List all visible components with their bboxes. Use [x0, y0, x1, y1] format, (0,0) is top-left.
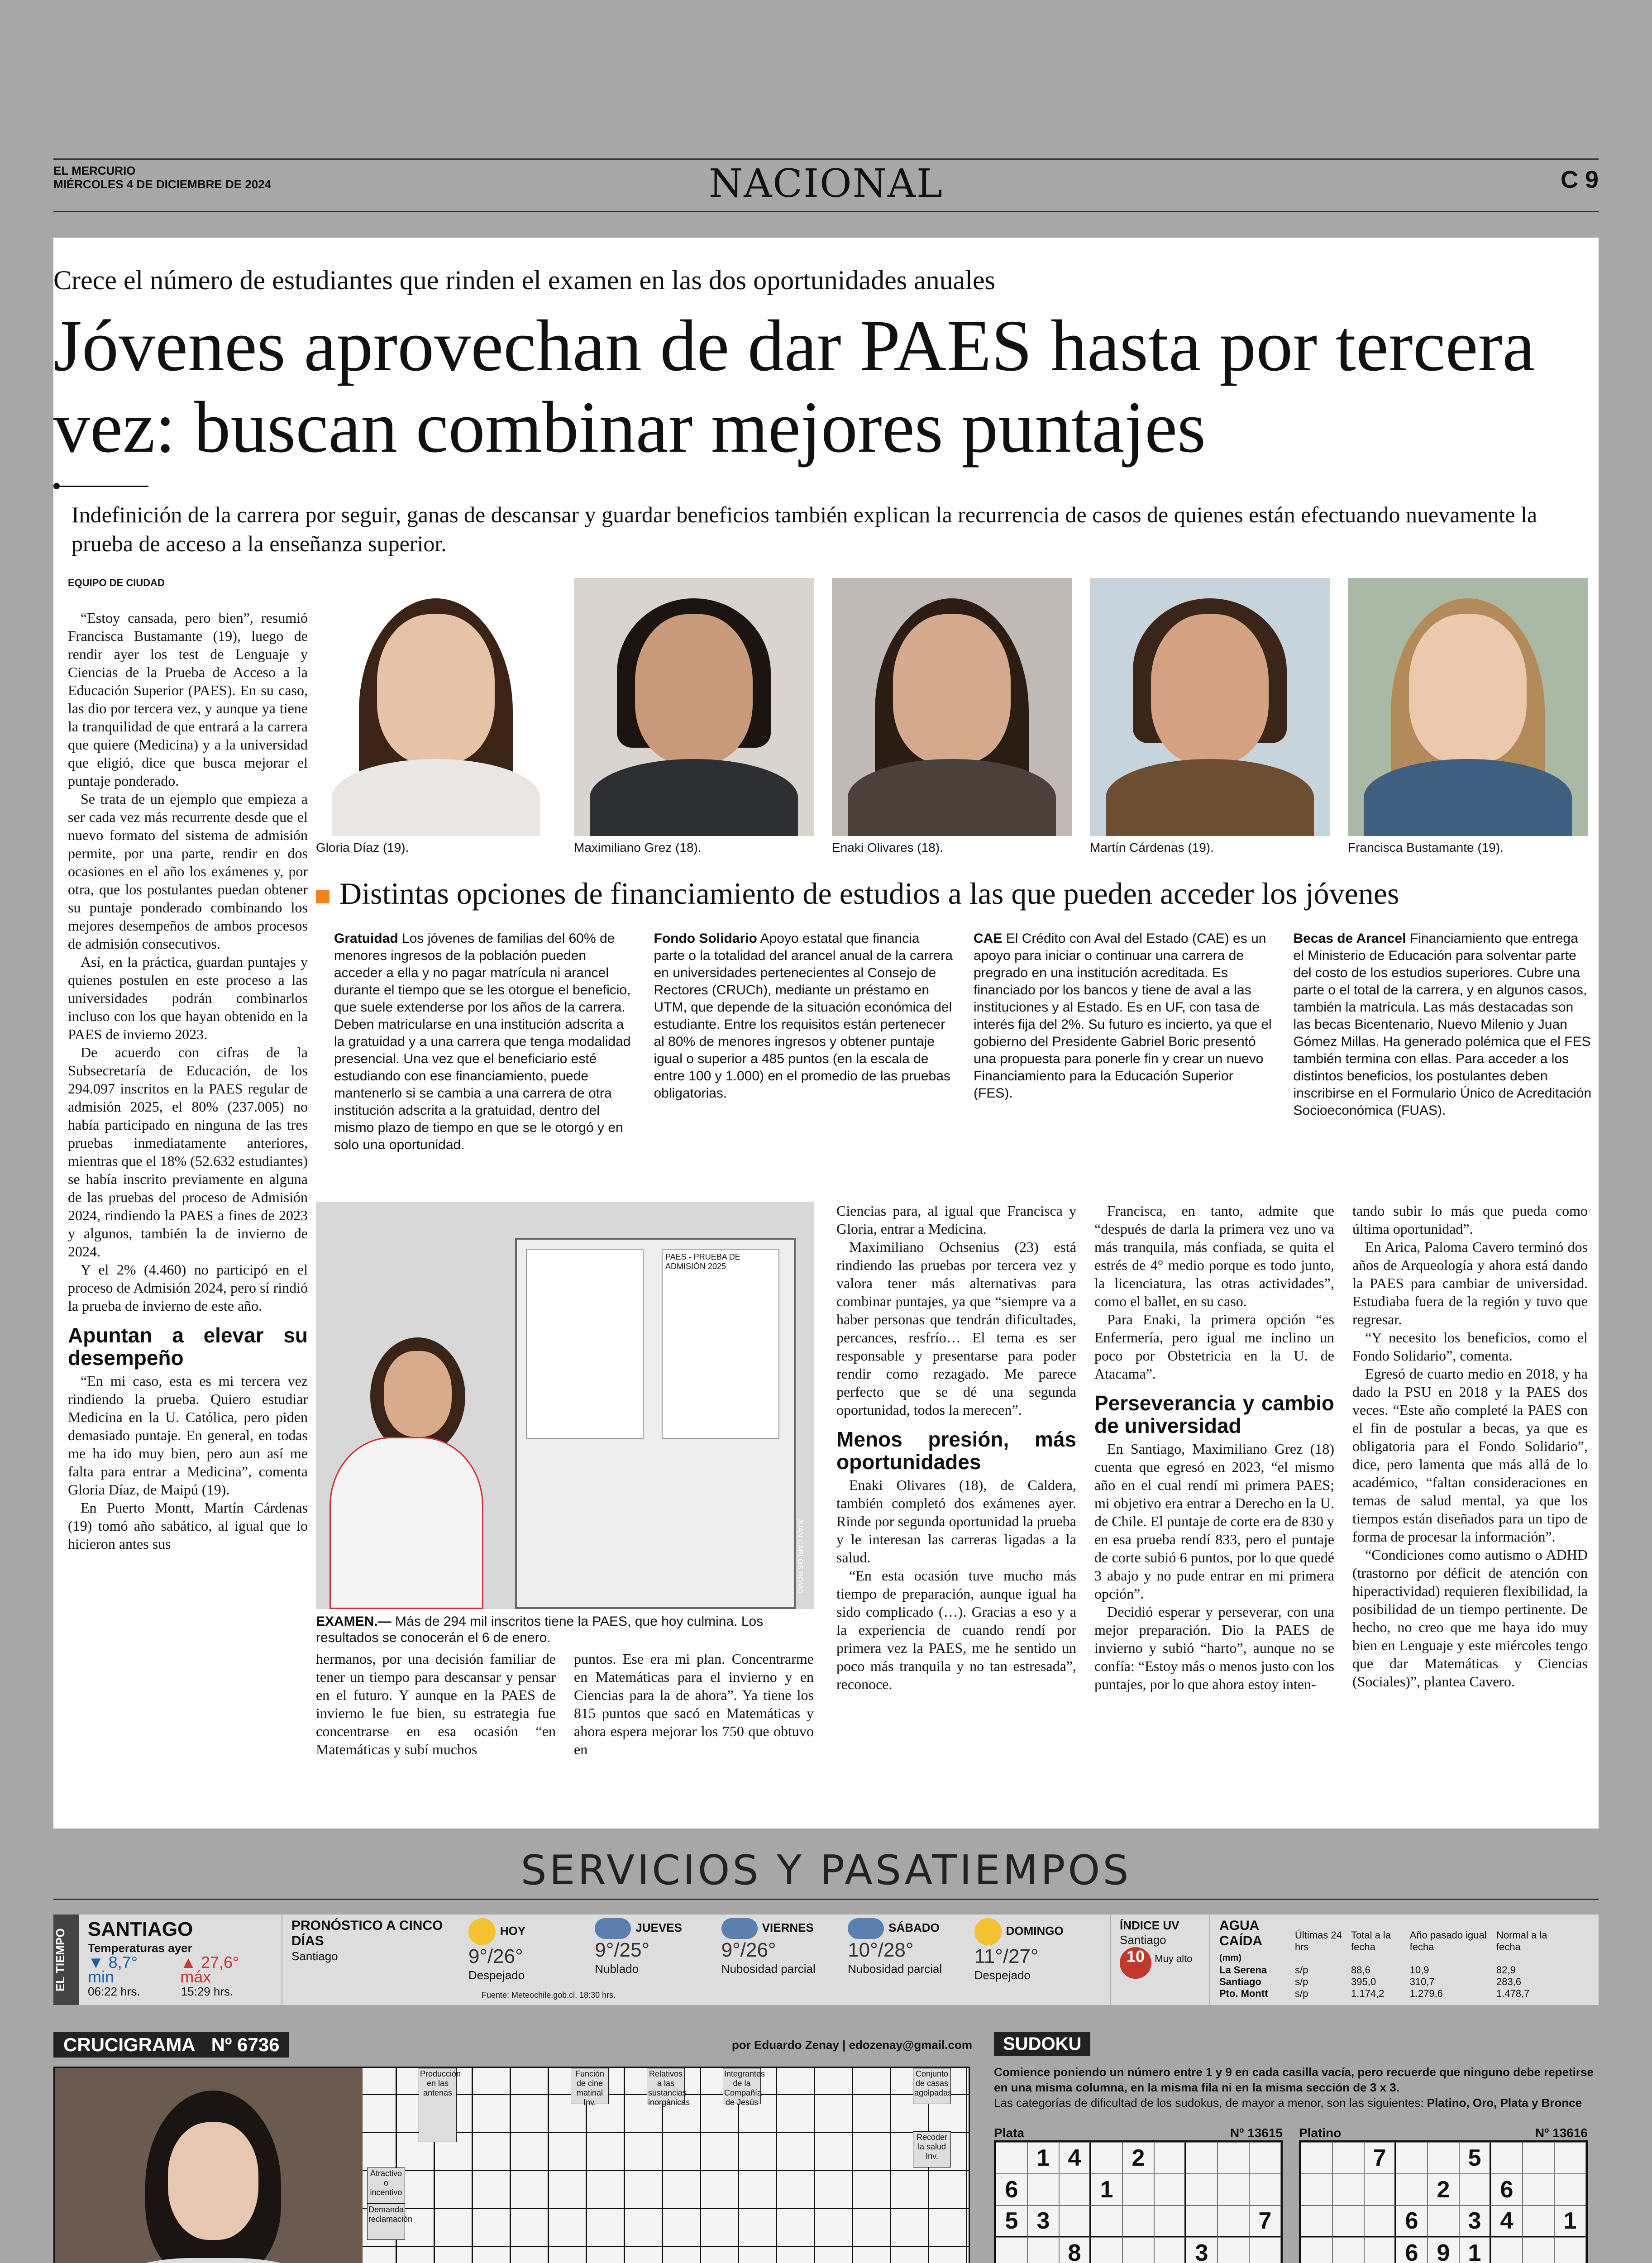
- sudoku-cell[interactable]: [1249, 2174, 1281, 2206]
- sudoku-cell[interactable]: 7: [1364, 2142, 1396, 2174]
- forecast-day: [848, 1918, 974, 1982]
- puzzle-level: Plata: [994, 2126, 1024, 2140]
- weather-source: Fuente: Meteochile.gob.cl, 18:30 hrs.: [482, 1991, 616, 2000]
- day-temp: 10°/28°: [848, 1939, 914, 1961]
- sudoku-cell[interactable]: [1396, 2174, 1428, 2206]
- financing-text: Financiamiento que entrega el Ministerio de Educación para solventar parte del costo de los estudios superiores. Cubre una parte o el total de la carrera, y en algunos casos, también la matrícula. Las más destacadas son las becas Bicentenario, Nuevo Milenio y Juan Gómez Millas. Ha generado polémica que el FES también termina con ellas. Para acceder a los distintos beneficios, los postulantes deben inscribirse en el Formulario Único de Acreditación Socioeconómica (FUAS).: [1293, 931, 1592, 1118]
- categories-text: Las categorías de dificultad de los sudokus, de mayor a menor, son las siguientes:: [994, 2096, 1424, 2110]
- bottom-rule: [53, 211, 1599, 212]
- day-temp: 9°/26°: [468, 1945, 523, 1967]
- day-temp: 9°/26°: [721, 1939, 776, 1961]
- lead-rule: [53, 486, 148, 487]
- forecast-row: [291, 1918, 1101, 1982]
- financing-item: [974, 930, 1273, 1154]
- day-name: SÁBADO: [888, 1920, 940, 1934]
- sudoku-section: [994, 2032, 1599, 2263]
- sudoku-cell[interactable]: [1332, 2174, 1364, 2206]
- portrait-face: [635, 614, 753, 764]
- day-name: HOY: [500, 1924, 526, 1938]
- article-column-4: [836, 1202, 1076, 1693]
- paragraph: Ciencias para, al igual que Francisca y Gloria, entrar a Medicina.: [836, 1203, 1076, 1237]
- puzzle-number: Nº 13616: [1535, 2126, 1588, 2140]
- sudoku-cell[interactable]: 4: [1059, 2142, 1091, 2174]
- photo-martin-cardenas: [1090, 578, 1330, 836]
- sudoku-cell[interactable]: [1332, 2142, 1364, 2174]
- sudoku-cell[interactable]: [1523, 2142, 1554, 2174]
- sudoku-cell[interactable]: [1091, 2237, 1122, 2263]
- rain-title-text: AGUA CAÍDA: [1219, 1918, 1262, 1948]
- sudoku-cell[interactable]: [1249, 2142, 1281, 2174]
- paper-name: EL MERCURIO: [53, 164, 136, 177]
- paragraph: Maximiliano Ochsenius (23) está rindiendo las pruebas por tercera vez y valora tener más alternativas para combinar puntajes, ya que “siempre va a haber personas que tendrán dificultades, percances, resfrío… El tema es ser responsable y presentarse para poder rendir como rezagado. Me parece perfecto que se dé una segunda oportunidad, todos la merecen”.: [836, 1239, 1076, 1418]
- sudoku-cell[interactable]: [1554, 2142, 1586, 2174]
- photo-caption: Maximiliano Grez (18).: [574, 840, 702, 855]
- portrait-strip: [316, 578, 1588, 863]
- rainfall: [1210, 1914, 1572, 2005]
- sudoku-cell[interactable]: [1301, 2206, 1332, 2237]
- sudoku-cell[interactable]: [1523, 2237, 1554, 2263]
- paragraph: “En mi caso, esta es mi tercera vez rindiendo la prueba. Quiero estudiar Medicina en la U. Católica, pero piden demasiado puntaje. En general, en todas me ha ido muy bien, pero aun así me falta para entrar a Medicina”, comenta Gloria Díaz, de Maipú (19).: [68, 1373, 308, 1498]
- photo-caption: Enaki Olivares (18).: [832, 840, 943, 855]
- sudoku-cell[interactable]: [1491, 2237, 1523, 2263]
- article-column-2: [316, 1650, 556, 1758]
- crossword-clue: Relativos a las sustancias inorgánicas: [647, 2068, 685, 2104]
- portrait-shirt: [1364, 759, 1572, 836]
- paragraph: Egresó de cuarto medio en 2018, y ha dado la PSU en 2018 y la PAES dos veces. “Este año completé la PAES con el fin de postular a becas, ya que es obligatoria para el Fondo Solidario”, dice, pero lamenta que más allá de lo académico, “faltan consideraciones en temas de salud mental, ya que los tiempos están diseñados para un tipo de forma de procesar la información”.: [1352, 1365, 1588, 1545]
- temps-times: [88, 1984, 272, 1999]
- puzzle-labels: [1299, 2126, 1588, 2140]
- sudoku-cell[interactable]: [1554, 2237, 1586, 2263]
- sudoku-cell[interactable]: [1154, 2206, 1186, 2237]
- sudoku-cell[interactable]: [1332, 2237, 1364, 2263]
- sudoku-cell[interactable]: [1122, 2206, 1154, 2237]
- financing-item: [334, 930, 633, 1154]
- day-desc: Nublado: [595, 1962, 639, 1976]
- subhead: Perseverancia y cambio de universidad: [1094, 1391, 1334, 1437]
- byline: EQUIPO DE CIUDAD: [68, 577, 165, 588]
- crossword-number: Nº 6736: [211, 2034, 280, 2055]
- financing-label: CAE: [974, 931, 1003, 946]
- sudoku-cell[interactable]: [1364, 2174, 1396, 2206]
- partly-cloudy-icon: [848, 1918, 884, 1939]
- sudoku-cell[interactable]: 1: [1459, 2237, 1491, 2263]
- article-column-5: [1094, 1202, 1334, 1693]
- weather-bar: [53, 1914, 1599, 2005]
- sudoku-cell[interactable]: 7: [1249, 2206, 1281, 2237]
- temps-row: [88, 1955, 272, 1984]
- portrait-face: [893, 614, 1011, 764]
- rain-cell: 1.478,7: [1496, 1988, 1530, 1999]
- forecast-day: [974, 1918, 1101, 1982]
- sudoku-cell[interactable]: 1: [1091, 2174, 1122, 2206]
- article: [53, 238, 1599, 1829]
- rain-cell: 82,9: [1496, 1964, 1516, 1976]
- financing-label: Becas de Arancel: [1293, 931, 1406, 946]
- paragraph: puntos. Ese era mi plan. Concentrarme en Matemáticas para el invierno y en Ciencias para la de ahora”. Ya tiene los 815 puntos que sacó en Matemáticas y ahora espera mejorar los 750 que obtuvo en: [574, 1651, 814, 1757]
- temps-label: Temperaturas ayer: [88, 1941, 192, 1955]
- sudoku-cell[interactable]: [1428, 2142, 1459, 2174]
- sudoku-cell[interactable]: 6: [1396, 2237, 1428, 2263]
- student-face: [384, 1351, 452, 1437]
- portrait-face: [1409, 614, 1527, 764]
- min-temp: ▼ 8,7° min: [88, 1953, 138, 1986]
- sudoku-instructions: Comience poniendo un número entre 1 y 9 en cada casilla vacía, pero recuerde que ninguno debe repetirse en una misma columna, en la misma fila ni en la misma sección de 3 x 3.: [994, 2065, 1594, 2094]
- sudoku-cell[interactable]: 4: [1491, 2206, 1523, 2237]
- sudoku-cell[interactable]: 6: [996, 2174, 1027, 2206]
- financing-title-text: Distintas opciones de financiamiento de estudios a las que pueden acceder los jóvenes: [339, 876, 1399, 911]
- rain-cell: 395,0: [1351, 1976, 1376, 1987]
- portrait-shirt: [1106, 759, 1314, 836]
- crossword-clue: Conjunto de casas agolpadas: [913, 2068, 951, 2104]
- sudoku-cell[interactable]: [1218, 2237, 1249, 2263]
- photo-francisca-bustamante: [1348, 578, 1588, 836]
- servicios-section: [53, 1847, 1599, 1900]
- sudoku-cell[interactable]: [1249, 2237, 1281, 2263]
- sudoku-cell[interactable]: [1301, 2237, 1332, 2263]
- sudoku-cell[interactable]: [1027, 2237, 1059, 2263]
- sudoku-cell[interactable]: [1154, 2174, 1186, 2206]
- day-desc: Nubosidad parcial: [848, 1962, 942, 1976]
- student-jacket: [329, 1437, 483, 1609]
- uv-badge: 10: [1120, 1947, 1151, 1979]
- rain-cell: 1.279,6: [1409, 1988, 1443, 1999]
- rain-header: Normal a la fecha: [1496, 1929, 1547, 1953]
- sudoku-cell[interactable]: 3: [1186, 2237, 1218, 2263]
- crossword-clue: Recoder la salud Inv.: [913, 2131, 951, 2168]
- paragraph: “En esta ocasión tuve mucho más tiempo de preparación, aunque igual ha sido complicado (…). Gracias a eso y a la experiencia de cuando rendí por primera vez la PAES, me he sentido un poco más tranquila y no tan estresada”, reconoce.: [836, 1567, 1076, 1692]
- page-number: C 9: [1560, 166, 1599, 193]
- photo-gloria-diaz: [316, 578, 556, 836]
- sudoku-cell[interactable]: 1: [1554, 2206, 1586, 2237]
- sudoku-cell[interactable]: [1459, 2174, 1491, 2206]
- sudoku-cell[interactable]: [1332, 2206, 1364, 2237]
- portrait-face: [377, 614, 495, 764]
- crossword-clue: Producción en las antenas: [419, 2068, 457, 2142]
- rain-unit: (mm): [1219, 1953, 1241, 1963]
- financing-label: Gratuidad: [334, 931, 398, 946]
- paragraph: En Arica, Paloma Cavero terminó dos años de Arqueología y ahora está dando la PAES para cambiar de universidad. Estudiaba fuera de la región y tuvo que regresar.: [1352, 1239, 1588, 1327]
- article-column-6: [1352, 1202, 1588, 1690]
- issue-date: MIÉRCOLES 4 DE DICIEMBRE DE 2024: [53, 177, 272, 191]
- financing-text: El Crédito con Aval del Estado (CAE) es un apoyo para iniciar o continuar una carrera de pregrado en una institución acreditada. Es financiado por los bancos y tiene de aval a las instituciones y al Estado. Es en UF, con tasa de interés fija del 2%. Su futuro es incierto, ya que el gobierno del Presidente Gabriel Boric presentó una propuesta para ponerle fin y crear un nuevo Financiamiento para la Educación Superior (FES).: [974, 931, 1272, 1101]
- crossword-clue: Atractivo o incentivo: [367, 2168, 405, 2204]
- max-value: 27,6° máx: [180, 1953, 239, 1986]
- sudoku-cell[interactable]: [1122, 2174, 1154, 2206]
- sudoku-cell[interactable]: [1027, 2174, 1059, 2206]
- sudoku-cell[interactable]: 2: [1428, 2174, 1459, 2206]
- sudoku-cell[interactable]: 1: [1027, 2142, 1059, 2174]
- sudoku-cell[interactable]: 3: [1027, 2206, 1059, 2237]
- photo-caption: Francisca Bustamante (19).: [1348, 840, 1504, 855]
- puzzle-level: Platino: [1299, 2126, 1342, 2140]
- rain-city: Pto. Montt: [1219, 1988, 1268, 1999]
- min-value: 8,7° min: [88, 1953, 138, 1986]
- notice-board: [515, 1238, 796, 1609]
- crossword-clue: Integrantes de la Compañía de Jesús: [723, 2068, 761, 2104]
- weather-side-label: EL TIEMPO: [53, 1914, 79, 2005]
- forecast-city: Santiago: [291, 1949, 338, 1963]
- sudoku-cell[interactable]: [1301, 2142, 1332, 2174]
- rain-row: [1219, 1964, 1563, 1976]
- weather-yesterday: [79, 1914, 282, 2005]
- article-headline: Jóvenes aprovechan de dar PAES hasta por tercera vez: buscan combinar mejores puntajes: [53, 306, 1535, 468]
- day-name: DOMINGO: [1006, 1924, 1064, 1938]
- financing-item: [654, 930, 953, 1154]
- crossword: [53, 2032, 972, 2263]
- notice-sheet: [526, 1249, 644, 1439]
- photo-enaki-olivares: [832, 578, 1072, 836]
- financing-item: [1294, 930, 1593, 1154]
- sudoku-cell[interactable]: 8: [1059, 2237, 1091, 2263]
- paragraph: “Condiciones como autismo o ADHD (trastorno por déficit de atención con hiperactividad) requieren flexibilidad, la posibilidad de un tiempo pertinente. De hecho, no creo que me haya ido muy bien en Lenguaje y este miércoles tengo que dar Matemáticas y Ciencias (Sociales)”, plantea Cavero.: [1352, 1547, 1588, 1690]
- uv-title: ÍNDICE UV: [1120, 1919, 1179, 1932]
- sudoku-cell[interactable]: [1364, 2206, 1396, 2237]
- sudoku-cell[interactable]: 9: [1428, 2237, 1459, 2263]
- crossword-clue: Función de cine matinal Inv.: [571, 2068, 609, 2104]
- sudoku-cell[interactable]: [1218, 2174, 1249, 2206]
- forecast-day: [721, 1918, 848, 1982]
- article-column-3: [574, 1650, 814, 1758]
- page-header: [53, 158, 1599, 213]
- sudoku-cell[interactable]: [1186, 2206, 1218, 2237]
- paragraph: Decidió esperar y perseverar, con una mejor preparación. Dio la PAES de invierno y subió “harto”, aunque no se confía: “Estoy más o menos justo con los puntajes, por lo que ahora estoy inten-: [1094, 1604, 1334, 1692]
- article-column-1: [68, 609, 308, 1553]
- uv-city: Santiago: [1120, 1933, 1166, 1947]
- min-time: 06:22 hrs.: [88, 1985, 140, 1998]
- forecast-day: [595, 1918, 721, 1982]
- sudoku-cell[interactable]: [1091, 2142, 1122, 2174]
- crossword-author: por Eduardo Zenay | edozenay@gmail.com: [731, 2038, 972, 2052]
- photo-credit: JUAN CARLOS ROMO: [796, 1518, 804, 1594]
- sudoku-cell[interactable]: [1218, 2206, 1249, 2237]
- rain-header: Año pasado igual fecha: [1409, 1929, 1487, 1953]
- puzzle-number: Nº 13615: [1230, 2126, 1283, 2140]
- forecast-day: [468, 1918, 595, 1982]
- sudoku-cell[interactable]: [996, 2237, 1027, 2263]
- rain-cell: s/p: [1294, 1964, 1308, 1976]
- sudoku-cell[interactable]: 3: [1459, 2206, 1491, 2237]
- sudoku-cell[interactable]: [1523, 2206, 1554, 2237]
- weather-city: SANTIAGO: [88, 1918, 193, 1940]
- sudoku-cell[interactable]: [1554, 2174, 1586, 2206]
- paragraph: Para Enaki, la primera opción “es Enfermería, pero igual me inclino un poco por Obstetricia en la U. de Atacama”.: [1094, 1311, 1334, 1382]
- sudoku-grid-plata[interactable]: [994, 2140, 1283, 2263]
- caption-text: Más de 294 mil inscritos tiene la PAES, que hoy culmina. Los resultados se conocerán el 6 de enero.: [316, 1614, 764, 1645]
- sudoku-puzzle: [994, 2120, 1283, 2263]
- day-desc: Despejado: [468, 1968, 525, 1982]
- crossword-label: [53, 2032, 289, 2058]
- sudoku-categories: [994, 2095, 1599, 2110]
- section-title: NACIONAL: [708, 161, 944, 206]
- paragraph: “Y necesito los beneficios, como el Fondo Solidario”, comenta.: [1352, 1329, 1588, 1364]
- servicios-title: SERVICIOS Y PASATIEMPOS: [520, 1847, 1132, 1894]
- article-kicker: Crece el número de estudiantes que rinden el examen en las dos oportunidades anuales: [53, 265, 995, 295]
- sudoku-cell[interactable]: [1154, 2237, 1186, 2263]
- financing-label: Fondo Solidario: [654, 931, 757, 946]
- sudoku-cell[interactable]: [1186, 2174, 1218, 2206]
- day-name: VIERNES: [762, 1920, 814, 1934]
- sudoku-cell[interactable]: [1186, 2142, 1218, 2174]
- article-lead: Indefinición de la carrera por seguir, ganas de descansar y guardar beneficios también explican la recurrencia de casos de quienes están efectuando nuevamente la prueba de acceso a la enseñanza superior.: [72, 502, 1537, 556]
- crossword-grid[interactable]: [53, 2067, 970, 2263]
- sudoku-cell[interactable]: 2: [1122, 2142, 1154, 2174]
- rain-cell: 310,7: [1409, 1976, 1435, 1987]
- paragraph: Y el 2% (4.460) no participó en el proceso de Admisión 2024, pero sí rindió la prueba de invierno de este año.: [68, 1261, 308, 1314]
- rain-header-row: [1219, 1918, 1563, 1964]
- photo-maximiliano-grez: [574, 578, 814, 836]
- rain-row: [1219, 1988, 1563, 2000]
- forecast-title: [291, 1918, 468, 1982]
- day-temp: 11°/27°: [974, 1945, 1039, 1967]
- section-rule: [53, 1899, 1599, 1900]
- sudoku-cell[interactable]: 6: [1396, 2206, 1428, 2237]
- weather-forecast: [282, 1914, 1111, 2005]
- financing-text: Los jóvenes de familias del 60% de menores ingresos de la población pueden acceder a ella y no pagar matrícula ni arancel durante el tiempo que se les otorgue el beneficio, que suele extenderse por los años de la carrera. Deben matricularse en una institución adscrita a la gratuidad y a una carrera que tenga modalidad presencial. Una vez que el beneficiario esté estudiando con ese financiamiento, puede mantenerlo si se cambia a una carrera de otra institución adscrita a la gratuidad, dentro del mismo plazo de tiempo en que se le otorgó y en solo una oportunidad.: [334, 931, 631, 1152]
- max-time: 15:29 hrs.: [181, 1985, 234, 1998]
- financing-columns: [334, 930, 1592, 1154]
- crossword-title: CRUCIGRAMA: [63, 2034, 196, 2055]
- rain-cell: s/p: [1294, 1988, 1308, 1999]
- paragraph: En Santiago, Maximiliano Grez (18) cuenta que egresó en 2023, “el mismo año en el cual rendí mi primera PAES; mi objetivo era entrar a Derecho en la U. de Chile. El puntaje de corte era de 830 y en esa prueba rendí 833, pero el puntaje de corte subió 6 puntos, por lo que quedé 3 abajo y no pude entrar en mi primera opción”.: [1094, 1441, 1334, 1602]
- categories-list: Platino, Oro, Plata y Bronce: [1427, 2096, 1582, 2110]
- sudoku-cell[interactable]: [1491, 2142, 1523, 2174]
- rain-city: La Serena: [1219, 1964, 1267, 1976]
- photo-caption: Gloria Díaz (19).: [316, 840, 409, 855]
- sudoku-cell[interactable]: [1091, 2206, 1122, 2237]
- lead-dot: [53, 483, 60, 489]
- rain-row: [1219, 1976, 1563, 1988]
- sudoku-label: SUDOKU: [994, 2032, 1090, 2056]
- sudoku-cell[interactable]: [1364, 2237, 1396, 2263]
- sudoku-cell[interactable]: 5: [996, 2206, 1027, 2237]
- rain-cell: 283,6: [1496, 1976, 1522, 1987]
- crossword-photo-woman: [55, 2068, 363, 2263]
- photo-shirt: [109, 2258, 317, 2263]
- uv-index: [1111, 1914, 1210, 2005]
- paragraph: Francisca, en tanto, admite que “después de darla la primera vez uno va más tranquila, más confiada, se quita el estrés de 4° medio porque es todo junto, la licenciatura, las otras actividades”, como el ballet, en su caso.: [1094, 1203, 1334, 1309]
- portrait-face: [1151, 614, 1269, 764]
- paragraph: Se trata de un ejemplo que empieza a ser cada vez más recurrente desde que el nuevo formato del sistema de admisión permite, por una parte, rendir en dos ocasiones en el año los exámenes y, por otra, que los postulantes puedan obtener su puntaje ponderado combinando los mejores desempeños de ambos procesos de admisión consecutivos.: [68, 791, 308, 952]
- sudoku-cell[interactable]: [1059, 2206, 1091, 2237]
- day-temp: 9°/25°: [595, 1939, 650, 1961]
- paragraph: Así, en la práctica, guardan puntajes y quienes postulen en este proceso a las universidades podrán combinarlos incluso con los que hayan obtenido en la PAES de invierno 2023.: [68, 954, 308, 1042]
- top-rule: [53, 158, 1599, 160]
- puzzle-labels: [994, 2126, 1283, 2140]
- sudoku-puzzle: [1299, 2120, 1588, 2263]
- sudoku-cell[interactable]: [1218, 2142, 1249, 2174]
- max-temp: ▲ 27,6° máx: [180, 1953, 239, 1986]
- rain-header: Últimas 24 hrs: [1294, 1929, 1342, 1953]
- rain-title: [1219, 1918, 1295, 1964]
- uv-level: Muy alto: [1155, 1953, 1193, 1964]
- notice-sheet: PAES - PRUEBA DE ADMISIÓN 2025: [662, 1249, 779, 1439]
- rain-cell: 1.174,2: [1351, 1988, 1385, 1999]
- sudoku-grid-platino[interactable]: [1299, 2140, 1588, 2263]
- paragraph: De acuerdo con cifras de la Subsecretaría de Educación, de los 294.097 inscritos en la PAES regular de admisión 2025, el 80% (237.005) no había participado en ninguna de las tres pruebas inmediatamente anteriores, mientras que el 18% (52.632 estudiantes) se había inscrito previamente en alguna de las pruebas del proceso de Admisión 2024, rindiendo la PAES a fines de 2023 y algunos, también la de invierno de 2024.: [68, 1044, 308, 1260]
- photo-face: [168, 2122, 258, 2240]
- sudoku-cell[interactable]: [1523, 2174, 1554, 2206]
- subhead: Menos presión, más oportunidades: [836, 1428, 1076, 1474]
- photo-caption: Martín Cárdenas (19).: [1090, 840, 1214, 855]
- paragraph: Enaki Olivares (18), de Caldera, también completó dos exámenes ayer. Rinde por segunda oportunidad la prueba y le interesan las carreras ligadas a la salud.: [836, 1477, 1076, 1566]
- portrait-shirt: [590, 759, 798, 836]
- orange-square-icon: [316, 890, 329, 903]
- sun-icon: [468, 1918, 496, 1945]
- portrait-shirt: [848, 759, 1056, 836]
- sun-icon: [974, 1918, 1002, 1945]
- sudoku-cell[interactable]: [1154, 2142, 1186, 2174]
- sudoku-intro: [994, 2064, 1599, 2110]
- rain-cell: 88,6: [1351, 1964, 1370, 1976]
- rain-cell: 10,9: [1409, 1964, 1429, 1976]
- portrait-shirt: [332, 759, 540, 836]
- paragraph: hermanos, por una decisión familiar de tener un tiempo para descansar y pensar en el futuro. Y aunque en la PAES de invierno le fue bien, su estrategia fue concentrarse en esa ocasión “en Matemáticas y subí muchos: [316, 1651, 556, 1757]
- rain-header: Total a la fecha: [1351, 1929, 1391, 1953]
- sudoku-cell[interactable]: [1059, 2174, 1091, 2206]
- rain-cell: s/p: [1294, 1976, 1308, 1987]
- day-desc: Despejado: [974, 1968, 1031, 1982]
- forecast-title-text: PRONÓSTICO A CINCO DÍAS: [291, 1918, 443, 1948]
- sudoku-cell[interactable]: [1122, 2237, 1154, 2263]
- crossword-header: [53, 2032, 972, 2058]
- cloud-icon: [595, 1918, 631, 1939]
- paragraph: “Estoy cansada, pero bien”, resumió Francisca Bustamante (19), luego de rendir ayer los test de Lenguaje y Ciencias de la Prueba de Acceso a la Educación Superior (PAES). En su caso, las dio por tercera vez, y aunque ya tiene la tranquilidad de que entrará a la carrera que quiere (Medicina) y a la universidad que eligió, dice que busca mejorar el puntaje ponderado.: [68, 610, 308, 789]
- financing-text: Apoyo estatal que financia parte o la totalidad del arancel anual de la carrera en universidades pertenecientes al Consejo de Rectores (CRUCh), mediante un préstamo en UTM, que depende de la situación económica del estudiante. Entre los requisitos están pertenecer al 80% de menores ingresos y obtener puntaje igual o superior a 485 puntos (en la escala de entre 100 y 1.000) en el promedio de las pruebas obligatorias.: [654, 931, 953, 1101]
- rain-city: Santiago: [1219, 1976, 1261, 1987]
- sudoku-cell[interactable]: [996, 2142, 1027, 2174]
- sudoku-puzzles: [994, 2120, 1599, 2263]
- day-desc: Nubosidad parcial: [721, 1962, 816, 1976]
- sudoku-cell[interactable]: 5: [1459, 2142, 1491, 2174]
- sudoku-cell[interactable]: 6: [1491, 2174, 1523, 2206]
- crossword-clue: Demanda, reclamación: [367, 2204, 405, 2240]
- subhead: Apuntan a elevar su desempeño: [68, 1323, 308, 1370]
- paragraph: En Puerto Montt, Martín Cárdenas (19) tomó año sabático, al igual que lo hicieron antes sus: [68, 1499, 308, 1552]
- exam-caption: [316, 1614, 814, 1646]
- partly-cloudy-icon: [721, 1918, 758, 1939]
- sudoku-cell[interactable]: [1301, 2174, 1332, 2206]
- rain-table: [1219, 1918, 1563, 2000]
- exam-photo: [316, 1202, 814, 1609]
- sudoku-cell[interactable]: [1396, 2142, 1428, 2174]
- paragraph: tando subir lo más que pueda como última oportunidad”.: [1352, 1203, 1588, 1237]
- caption-label: EXAMEN.—: [316, 1614, 392, 1629]
- sudoku-cell[interactable]: [1428, 2206, 1459, 2237]
- day-name: JUEVES: [635, 1920, 682, 1934]
- financing-title: [316, 876, 1597, 912]
